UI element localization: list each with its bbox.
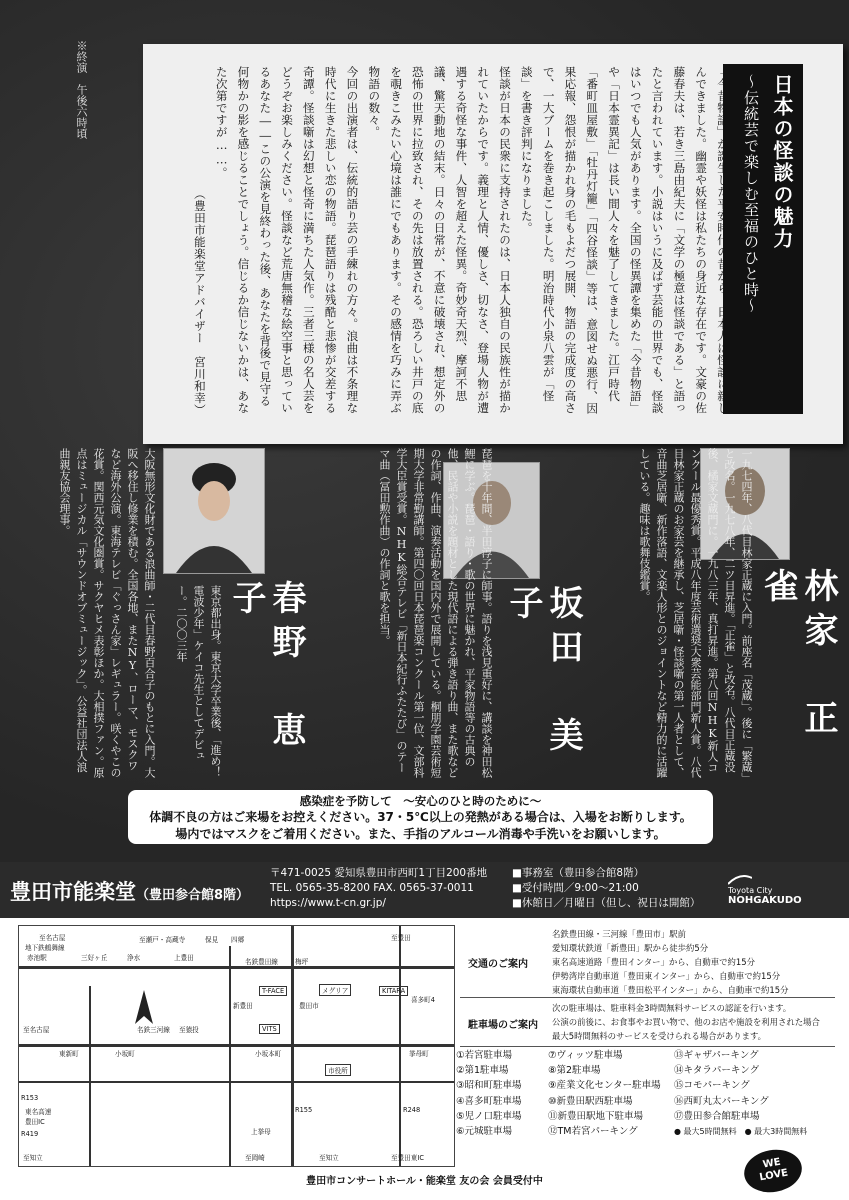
performer-name-haruno: 春野 恵子	[226, 580, 306, 756]
venue-closed: ■休館日／月曜日（但し、祝日は開館）	[512, 897, 701, 909]
nohgakudo-logo	[728, 872, 802, 906]
venue-hours: ■受付時間／9:00〜21:00	[512, 882, 639, 894]
venue-zip-address: 〒471-0025 愛知県豊田市西町1丁目200番地	[270, 867, 488, 879]
map-label: VITS	[259, 1024, 280, 1034]
transport-item: 東名高速道路「豊田インター」から、自動車で約15分	[552, 957, 755, 967]
performer-bio-sakata: 琵琶を十年間、半田淳子に師事。語りを浅見重好に、講談を神田松鯉に学ぶ。琵琶・語り・歌の世界に魅かれ、平家物語等の古典の他、民話や小説を題材とした現代語による弾き語り曲、また歌などの作詞、作曲、演奏活動を国内外で展開している。桐朋学園芸術短期大学非常勤講師。第四〇回日本琵琶楽コンクール第一位、文部科学大臣賞受賞。NHK総合テレビ「新日本紀行ふたたび」のテーマ曲（冨田勲作曲）の作詞と歌を担当。	[378, 448, 493, 778]
notice-heading: 感染症を予防して 〜安心のひと時のために〜	[299, 794, 542, 808]
parking-lot: ⑯西町丸太パーキング	[674, 1095, 769, 1107]
map-label: 喜多町4	[411, 996, 435, 1004]
headline-subtitle: 〜伝統芸で楽しむ至福のひと時〜	[742, 74, 760, 314]
performer-name-hayashiya: 林家 正雀	[758, 568, 838, 744]
venue-bar	[0, 862, 849, 918]
map-label: 豊田IC	[25, 1118, 45, 1126]
parking-row	[460, 998, 835, 1047]
essay-paragraph: 怪談が日本の民衆に支持されたのは、日本人独自の民族性が描かれていたからです。義理と人情、優しさ、切なさ、登場人物が遭遇する奇怪な事件、人智を超えた怪異。奇妙奇天烈、摩訶不思議、驚天動地の結末。日々の日常が、不意に破壊され、想定外の恐怖の世界に拉致され、その先は放置される。恐ろしい井戸の底を覗きこみたい心境は誰にでもあります。その感情を巧みに弄ぶ物語の数々。	[367, 66, 513, 414]
portrait-icon	[164, 449, 264, 573]
parking-lot: ④喜多町駐車場	[456, 1095, 522, 1107]
map-label: 至豊田	[391, 934, 411, 942]
map-label: 新豊田	[233, 1002, 253, 1010]
map-label: 小坂町	[115, 1050, 135, 1058]
map-label: 市役所	[325, 1064, 351, 1076]
parking-lot: ⑪新豊田駅地下駐車場	[548, 1110, 644, 1122]
parking-text: 最大5時間無料のサービスを受けられる場合があります。	[552, 1031, 767, 1041]
transport-item: 愛知環状鉄道「新豊田」駅から徒歩約5分	[552, 943, 709, 953]
venue-address	[270, 866, 487, 911]
parking-lot: ⑬ギャザパーキング	[674, 1050, 759, 1061]
badge-text: LOVE	[758, 1167, 789, 1184]
map-label: 至名古屋	[23, 1026, 50, 1034]
parking-lot: ⑮コモパーキング	[674, 1080, 750, 1092]
transport-row	[460, 925, 835, 998]
parking-col-3	[674, 1048, 807, 1139]
parking-lot: ⑦ヴィッツ駐車場	[548, 1050, 623, 1061]
venue-office: ■事務室（豊田参合館8階）	[512, 867, 645, 879]
map-label: 至岡崎	[245, 1154, 265, 1162]
parking-legend: ● 最大5時間無料 ● 最大3時間無料	[674, 1127, 808, 1137]
logo-text: NOHGAKUDO	[728, 895, 802, 906]
transport-item: 伊勢湾岸自動車道「豊田東インター」から、自動車で約15分	[552, 971, 781, 981]
venue-tel-fax: TEL. 0565-35-8200 FAX. 0565-37-0011	[270, 882, 474, 894]
map-label: R153	[21, 1094, 39, 1102]
performer-photo-haruno	[163, 448, 265, 574]
map-label: 至名古屋	[39, 934, 66, 942]
map-label: 名鉄三河線	[137, 1026, 170, 1034]
venue-name	[10, 876, 249, 906]
badge-text: WE	[761, 1156, 782, 1171]
map-label: 至知立	[23, 1154, 43, 1162]
map-label: R248	[403, 1106, 421, 1114]
map-label: 小坂本町	[255, 1050, 282, 1058]
parking-lot: ⑧第2駐車場	[548, 1065, 601, 1077]
venue-office-info	[512, 866, 700, 911]
parking-col-1	[456, 1048, 522, 1139]
map-label: 四郷	[231, 936, 245, 944]
parking-lot: ⑨産業文化センター駐車場	[548, 1080, 661, 1092]
parking-text: 次の駐車場は、駐車料金3時間無料サービスの認証を行います。	[552, 1003, 792, 1013]
parking-lot: ⑰豊田参合館駐車場	[674, 1110, 760, 1122]
parking-label: 駐車場のご案内	[468, 1020, 538, 1031]
transport-item: 東海環状自動車道「豊田松平インター」から、自動車で約15分	[552, 985, 789, 995]
venue-name-sub: （豊田参合館8階）	[136, 888, 250, 903]
map-label: T-FACE	[259, 986, 287, 996]
performer-bio-haruno-2: 大阪無形文化財である浪曲師・二代目春野百合子のもとに入門。大阪へ移住し修業を積む。全国各地、またNY、ローマ、モスクワなど海外公演。東海テレビ「ぐっさん家」レギュラー。咲くやこの花賞。関西元気文化圏賞。サクヤヒメ表彰ほか。大相撲ファン。原点はミュージカル「サウンドオブミュージック」。公益社団法人浪曲親友協会理事。	[58, 448, 156, 778]
logo-top-text: Toyota City	[728, 886, 773, 895]
north-arrow-icon	[129, 988, 159, 1028]
headline-box	[723, 64, 803, 414]
parking-lot: ⑩新豊田駅西駐車場	[548, 1095, 633, 1107]
logo-wave-icon	[728, 872, 752, 886]
parking-col-2	[548, 1048, 661, 1139]
notice-line: 体調不良の方はご来場をお控えください。37・5℃以上の発熱がある場合は、入場をお断りします。	[149, 810, 692, 824]
footer-text: 豊田市コンサートホール・能楽堂 友の会 会員受付中	[306, 1176, 543, 1187]
map-label: 東新町	[59, 1050, 79, 1058]
parking-text: 公演の前後に、お食事やお買い物で、他のお店や施設を利用された場合	[552, 1017, 820, 1027]
essay-paragraph: 今回の出演者は、伝統的語り芸の手練れの方々。浪曲は不条理な時代に生きた悲しい恋の物語。琵琶語りは残酷と悲惨が交差する奇譚。怪談噺は幻想と怪奇に満ちた人気作。三者三様の名人芸をどうぞお楽しみください。怪談など荒唐無稽な絵空事と思っているあなた――この公演を見終わった後、あなたを背後で見守る何物かの影を感じることでしょう。信じるか信じないかは、あなた次第ですが……。	[214, 66, 360, 414]
map-label: 至知立	[319, 1154, 339, 1162]
end-time-note: ※終演 午後六時頃	[75, 40, 88, 139]
map-label: 浄水	[127, 954, 141, 962]
map-label: 名鉄豊田線	[245, 958, 278, 966]
essay-paragraph: んできました。幽霊や妖怪は私たちの身近な存在です。文豪の佐藤春夫は、若き三島由紀夫に「文学の極意は怪談である」と語ったと言われています。小説はいうに及ばず芸能の世界でも、怪談はいつでも人気があります。全国の怪異譚を集めた「今昔物語」や「日本霊異記」は長い間人々を魅了してきました。江戸時代「番町皿屋敷」「牡丹灯籠」「四谷怪談」等は、意図せぬ悪行、因果応報、怨恨が描かれ身の毛もよだつ展開、物語の完成度の高さで、一大ブームを巻き起こしました。明治時代小泉八雲が「怪談」を書き評判になりました。	[519, 66, 709, 415]
venue-url-link[interactable]: https://www.t-cn.gr.jp/	[270, 897, 386, 909]
access-info	[460, 925, 835, 1047]
parking-lot: ①若宮駐車場	[456, 1050, 513, 1061]
map-label: 上豊田	[174, 954, 194, 962]
performer-name-sakata: 坂田 美子	[503, 585, 583, 761]
parking-lot: ⑥元城駐車場	[456, 1126, 513, 1138]
infection-notice	[128, 790, 713, 844]
essay-text	[173, 66, 733, 416]
essay-signature: （豊田市能楽堂アドバイザー 宮川和幸）	[192, 188, 207, 416]
parking-lot: ⑫TM若宮パーキング	[548, 1126, 638, 1138]
we-love-toyota-badge	[741, 1145, 805, 1196]
map-label: 上挙母	[251, 1128, 271, 1136]
access-map	[18, 925, 455, 1167]
parking-lot: ③昭和町駐車場	[456, 1080, 522, 1092]
map-label: 三好ヶ丘	[81, 954, 108, 962]
map-label: 至豊田東IC	[391, 1154, 424, 1162]
map-label: 赤池駅	[27, 954, 47, 962]
map-label: R419	[21, 1130, 39, 1138]
essay-panel	[143, 44, 843, 444]
headline-title: 日本の怪談の魅力	[770, 74, 794, 250]
map-label: 梅坪	[295, 958, 309, 966]
transport-label: 交通のご案内	[468, 959, 528, 970]
map-label: メグリア	[319, 984, 351, 996]
parking-lot: ⑤児ノ口駐車場	[456, 1110, 522, 1122]
performer-bio-haruno-1: 東京都出身。東京大学卒業後、「進め！電波少年」ケイコ先生としてデビュー。二〇〇三年	[175, 585, 222, 778]
notice-line: 場内ではマスクをご着用ください。また、手指のアルコール消毒や手洗いをお願いします。	[175, 827, 666, 841]
parking-lot: ②第1駐車場	[456, 1065, 509, 1077]
map-label: 至猿投	[179, 1026, 199, 1034]
map-label: 挙母町	[409, 1050, 429, 1058]
map-label: 豊田市	[299, 1002, 319, 1010]
transport-item: 名鉄豊田線・三河線「豊田市」駅前	[552, 929, 686, 939]
parking-lot: ⑭キタラパーキング	[674, 1065, 760, 1077]
map-label: 東名高速	[25, 1108, 52, 1116]
map-label: KITARA	[379, 986, 408, 996]
map-label: 保見	[205, 936, 219, 944]
map-label: 地下鉄鶴舞線	[25, 944, 65, 952]
map-label: 至瀬戸・高蔵寺	[139, 936, 186, 944]
venue-name-main: 豊田市能楽堂	[10, 880, 136, 904]
map-label: R155	[295, 1106, 313, 1114]
performer-bio-hayashiya: 一九七四年、八代目林家正蔵に入門。前座名「茂蔵」。後に「繁蔵」と改名。一九七八年、二ツ目昇進。「正雀」と改名。八代目正蔵没後、橘家文蔵門に。一九八三年、真打昇進。第八回NHK新人コンクール最優秀賞。平成八年度芸術選奨大衆芸能部門新人賞。八代目林家正蔵のお家芸を継承し、芝居噺・怪談噺の第一人者として、音曲芝居噺、新作落語、文楽人形とのジョイントなど精力的に活躍している。趣味は歌舞伎鑑賞。	[638, 448, 753, 778]
